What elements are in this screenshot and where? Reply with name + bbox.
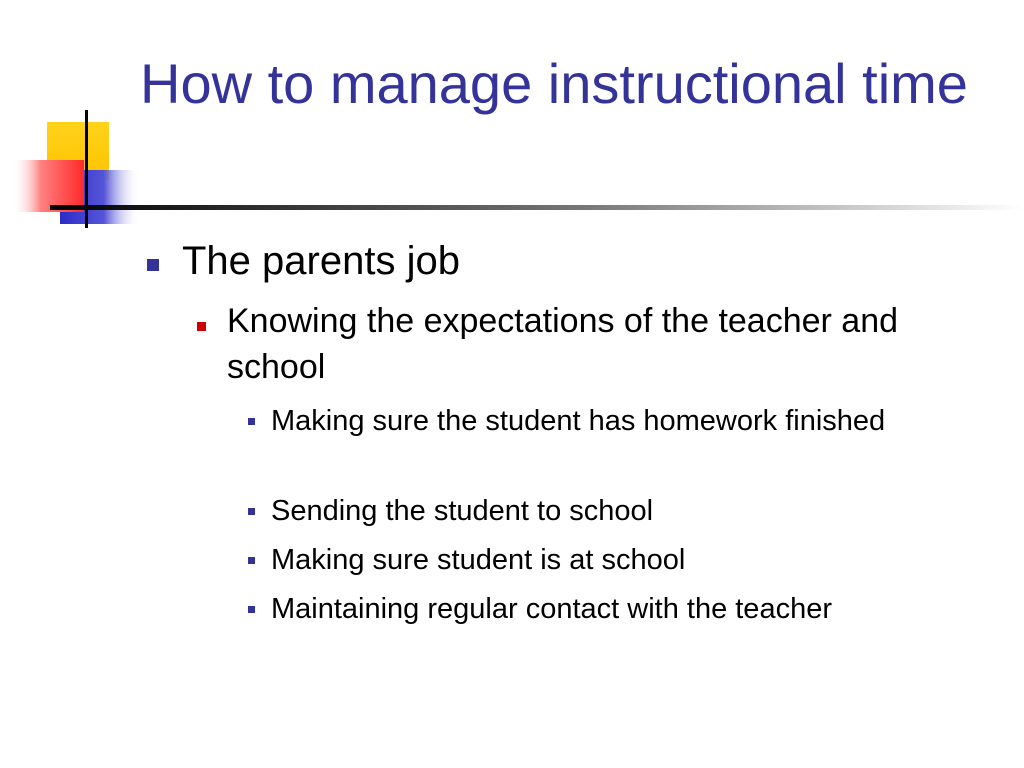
bullet-square-icon	[248, 606, 255, 613]
title-underline-rule	[50, 205, 1024, 210]
slide-title: How to manage instructional time	[140, 52, 968, 115]
bullet-square-icon	[248, 418, 255, 425]
logo-vertical-line	[85, 110, 88, 228]
bullet-level3-item: Sending the student to school	[271, 495, 654, 527]
decorative-logo	[0, 0, 1024, 240]
logo-red-square	[12, 160, 84, 212]
bullet-level1: The parents job	[182, 239, 460, 283]
bullet-square-icon	[147, 259, 159, 271]
bullet-level2: Knowing the expectations of the teacher and school	[227, 302, 899, 386]
bullet-square-icon	[248, 508, 255, 515]
bullet-square-icon	[248, 557, 255, 564]
bullet-level3-item: Making sure the student has homework finished	[271, 405, 886, 437]
bullet-square-icon	[197, 322, 206, 331]
bullet-level3-item: Maintaining regular contact with the teacher	[271, 593, 832, 625]
bullet-level3-item: Making sure student is at school	[271, 544, 686, 576]
